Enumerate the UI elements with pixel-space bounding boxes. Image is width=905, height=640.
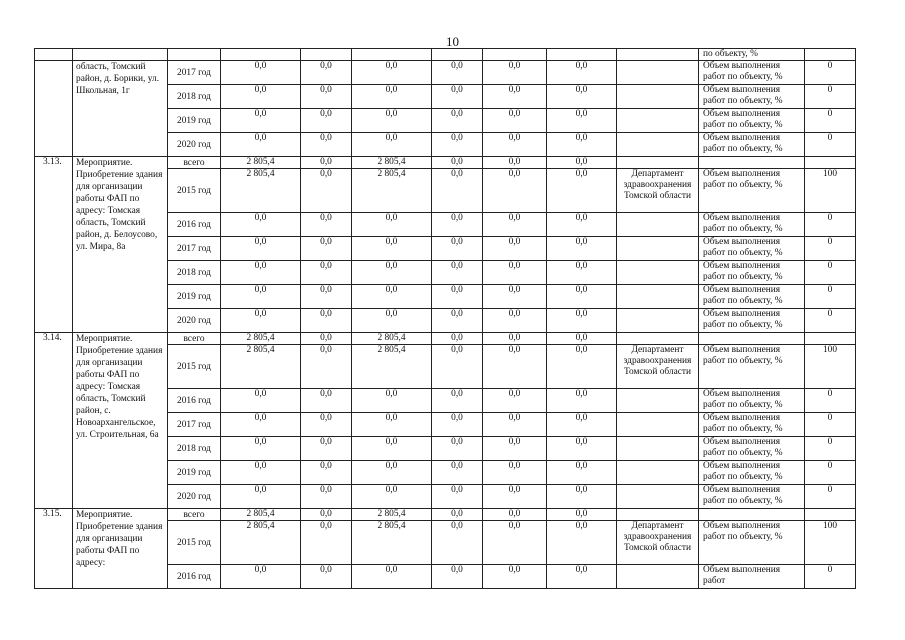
row-year: 2018 год — [168, 437, 221, 461]
value-cell: 0,0 — [547, 261, 617, 285]
row-year: 2020 год — [168, 485, 221, 509]
value-cell: 2 805,4 — [221, 521, 301, 565]
row-indicator-value — [805, 49, 856, 61]
row-department — [617, 413, 699, 437]
value-cell: 0,0 — [352, 309, 432, 333]
row-indicator-value: 0 — [805, 85, 856, 109]
row-department — [617, 213, 699, 237]
row-department — [617, 309, 699, 333]
row-year: 2015 год — [168, 521, 221, 565]
row-index: 3.13. — [35, 157, 73, 333]
row-indicator: Объем выполнения работ по объекту, % — [699, 461, 805, 485]
value-cell: 0,0 — [301, 389, 352, 413]
value-cell: 0,0 — [301, 565, 352, 589]
row-indicator-value — [805, 157, 856, 169]
value-cell: 0,0 — [221, 133, 301, 157]
row-year: 2020 год — [168, 309, 221, 333]
row-indicator — [699, 157, 805, 169]
row-year: 2015 год — [168, 169, 221, 213]
value-cell: 0,0 — [547, 345, 617, 389]
row-indicator-value: 0 — [805, 61, 856, 85]
row-indicator — [699, 333, 805, 345]
row-department — [617, 565, 699, 589]
value-cell: 0,0 — [301, 309, 352, 333]
row-indicator: Объем выполнения работ — [699, 565, 805, 589]
value-cell: 0,0 — [301, 169, 352, 213]
value-cell: 0,0 — [547, 109, 617, 133]
value-cell: 0,0 — [483, 237, 547, 261]
value-cell: 0,0 — [547, 485, 617, 509]
value-cell: 2 805,4 — [352, 157, 432, 169]
value-cell: 0,0 — [301, 437, 352, 461]
value-cell: 0,0 — [483, 309, 547, 333]
value-cell: 0,0 — [432, 413, 483, 437]
value-cell: 0,0 — [432, 157, 483, 169]
row-department — [617, 333, 699, 345]
row-indicator: Объем выполнения работ по объекту, % — [699, 485, 805, 509]
value-cell: 0,0 — [432, 61, 483, 85]
row-index: 3.15. — [35, 509, 73, 589]
value-cell: 0,0 — [221, 413, 301, 437]
row-year: 2016 год — [168, 213, 221, 237]
value-cell: 0,0 — [352, 213, 432, 237]
value-cell: 0,0 — [483, 461, 547, 485]
value-cell: 2 805,4 — [352, 345, 432, 389]
row-department: Департамент здравоохранения Томской области — [617, 521, 699, 565]
value-cell: 0,0 — [432, 285, 483, 309]
value-cell: 0,0 — [432, 237, 483, 261]
row-indicator: Объем выполнения работ по объекту, % — [699, 309, 805, 333]
value-cell: 0,0 — [352, 237, 432, 261]
value-cell: 0,0 — [352, 389, 432, 413]
row-indicator: Объем выполнения работ по объекту, % — [699, 61, 805, 85]
value-cell: 0,0 — [301, 237, 352, 261]
table-row — [35, 61, 856, 85]
value-cell: 0,0 — [352, 413, 432, 437]
value-cell: 0,0 — [547, 85, 617, 109]
value-cell — [352, 49, 432, 61]
row-indicator-value — [805, 509, 856, 521]
row-indicator: Объем выполнения работ по объекту, % — [699, 413, 805, 437]
row-indicator: Объем выполнения работ по объекту, % — [699, 133, 805, 157]
row-description — [73, 49, 168, 61]
row-description: область, Томский район, д. Борики, ул. Школьная, 1г — [73, 61, 168, 157]
row-description: Мероприятие. Приобретение здания для организации работы ФАП по адресу: Томская область, Томский район, д. Белоусово, ул. Мира, 8а — [73, 157, 168, 333]
program-table — [34, 48, 856, 589]
row-year: 2019 год — [168, 461, 221, 485]
row-year: 2018 год — [168, 85, 221, 109]
value-cell: 0,0 — [483, 565, 547, 589]
value-cell: 0,0 — [547, 309, 617, 333]
value-cell: 0,0 — [352, 485, 432, 509]
row-indicator: Объем выполнения работ по объекту, % — [699, 109, 805, 133]
row-indicator-value: 0 — [805, 237, 856, 261]
value-cell: 0,0 — [301, 133, 352, 157]
row-indicator-value: 0 — [805, 565, 856, 589]
value-cell: 0,0 — [301, 109, 352, 133]
value-cell: 0,0 — [432, 485, 483, 509]
value-cell: 0,0 — [547, 133, 617, 157]
row-year: всего — [168, 333, 221, 345]
value-cell: 0,0 — [483, 109, 547, 133]
value-cell: 0,0 — [221, 237, 301, 261]
row-indicator-value: 0 — [805, 285, 856, 309]
value-cell: 0,0 — [301, 85, 352, 109]
value-cell: 0,0 — [221, 61, 301, 85]
value-cell: 0,0 — [432, 169, 483, 213]
row-department — [617, 109, 699, 133]
row-indicator: Объем выполнения работ по объекту, % — [699, 437, 805, 461]
value-cell: 0,0 — [432, 461, 483, 485]
value-cell: 0,0 — [432, 309, 483, 333]
row-year: 2017 год — [168, 237, 221, 261]
value-cell: 0,0 — [547, 157, 617, 169]
value-cell: 0,0 — [352, 461, 432, 485]
value-cell: 2 805,4 — [352, 333, 432, 345]
row-indicator-value: 0 — [805, 261, 856, 285]
row-department: Департамент здравоохранения Томской области — [617, 345, 699, 389]
value-cell: 0,0 — [301, 509, 352, 521]
value-cell: 2 805,4 — [352, 521, 432, 565]
value-cell: 0,0 — [432, 213, 483, 237]
value-cell: 0,0 — [432, 345, 483, 389]
row-year: 2019 год — [168, 285, 221, 309]
value-cell: 0,0 — [221, 309, 301, 333]
value-cell: 0,0 — [301, 485, 352, 509]
value-cell: 0,0 — [547, 389, 617, 413]
value-cell: 0,0 — [221, 285, 301, 309]
value-cell: 0,0 — [301, 285, 352, 309]
row-year: 2016 год — [168, 565, 221, 589]
value-cell: 0,0 — [483, 389, 547, 413]
value-cell: 0,0 — [547, 565, 617, 589]
value-cell: 0,0 — [432, 437, 483, 461]
value-cell: 0,0 — [432, 509, 483, 521]
value-cell: 0,0 — [301, 413, 352, 437]
value-cell: 0,0 — [483, 437, 547, 461]
value-cell: 0,0 — [352, 437, 432, 461]
row-indicator-value — [805, 333, 856, 345]
value-cell: 0,0 — [432, 521, 483, 565]
value-cell: 0,0 — [547, 237, 617, 261]
row-indicator — [699, 509, 805, 521]
value-cell: 0,0 — [221, 389, 301, 413]
row-indicator-value: 100 — [805, 345, 856, 389]
row-department — [617, 157, 699, 169]
value-cell — [547, 49, 617, 61]
table-row — [35, 509, 856, 521]
page-number: 10 — [446, 34, 459, 49]
row-index — [35, 49, 73, 61]
value-cell: 0,0 — [483, 485, 547, 509]
row-department — [617, 237, 699, 261]
value-cell: 0,0 — [483, 169, 547, 213]
value-cell: 0,0 — [483, 261, 547, 285]
value-cell: 0,0 — [352, 61, 432, 85]
value-cell: 0,0 — [483, 133, 547, 157]
row-indicator-value: 0 — [805, 389, 856, 413]
row-index — [35, 61, 73, 157]
row-indicator-value: 0 — [805, 485, 856, 509]
row-year: 2018 год — [168, 261, 221, 285]
value-cell: 0,0 — [483, 285, 547, 309]
value-cell: 2 805,4 — [221, 333, 301, 345]
value-cell: 0,0 — [221, 461, 301, 485]
value-cell: 0,0 — [221, 485, 301, 509]
value-cell: 0,0 — [352, 285, 432, 309]
value-cell: 0,0 — [352, 261, 432, 285]
value-cell: 0,0 — [432, 133, 483, 157]
row-year: 2016 год — [168, 389, 221, 413]
table-row — [35, 333, 856, 345]
value-cell — [483, 49, 547, 61]
row-year: 2017 год — [168, 61, 221, 85]
value-cell: 0,0 — [547, 413, 617, 437]
row-year: всего — [168, 157, 221, 169]
value-cell: 0,0 — [432, 109, 483, 133]
value-cell: 0,0 — [301, 461, 352, 485]
row-department: Департамент здравоохранения Томской области — [617, 169, 699, 213]
value-cell: 0,0 — [301, 521, 352, 565]
value-cell: 0,0 — [221, 565, 301, 589]
table-row — [35, 157, 856, 169]
value-cell: 0,0 — [483, 213, 547, 237]
row-year: 2019 год — [168, 109, 221, 133]
value-cell: 2 805,4 — [352, 169, 432, 213]
value-cell: 0,0 — [547, 437, 617, 461]
row-indicator: Объем выполнения работ по объекту, % — [699, 389, 805, 413]
value-cell: 0,0 — [547, 521, 617, 565]
value-cell — [301, 49, 352, 61]
value-cell: 0,0 — [301, 261, 352, 285]
row-department — [617, 485, 699, 509]
value-cell: 0,0 — [432, 85, 483, 109]
row-year: 2015 год — [168, 345, 221, 389]
value-cell: 0,0 — [547, 213, 617, 237]
value-cell: 0,0 — [547, 61, 617, 85]
row-indicator: по объекту, % — [699, 49, 805, 61]
value-cell: 0,0 — [352, 85, 432, 109]
value-cell: 0,0 — [221, 85, 301, 109]
value-cell: 0,0 — [301, 333, 352, 345]
row-indicator: Объем выполнения работ по объекту, % — [699, 237, 805, 261]
value-cell: 2 805,4 — [221, 157, 301, 169]
value-cell: 0,0 — [221, 213, 301, 237]
value-cell: 0,0 — [483, 509, 547, 521]
value-cell: 0,0 — [432, 565, 483, 589]
value-cell: 2 805,4 — [221, 345, 301, 389]
row-indicator-value: 0 — [805, 461, 856, 485]
value-cell: 0,0 — [483, 61, 547, 85]
value-cell: 0,0 — [221, 437, 301, 461]
row-indicator: Объем выполнения работ по объекту, % — [699, 213, 805, 237]
value-cell: 0,0 — [483, 85, 547, 109]
row-department — [617, 49, 699, 61]
value-cell: 0,0 — [432, 261, 483, 285]
row-indicator: Объем выполнения работ по объекту, % — [699, 345, 805, 389]
value-cell: 0,0 — [301, 213, 352, 237]
value-cell — [168, 49, 221, 61]
value-cell: 0,0 — [483, 345, 547, 389]
row-indicator: Объем выполнения работ по объекту, % — [699, 285, 805, 309]
value-cell: 0,0 — [221, 261, 301, 285]
value-cell — [432, 49, 483, 61]
row-department — [617, 509, 699, 521]
row-department — [617, 437, 699, 461]
row-department — [617, 285, 699, 309]
row-indicator: Объем выполнения работ по объекту, % — [699, 85, 805, 109]
row-indicator-value: 0 — [805, 109, 856, 133]
row-description: Мероприятие. Приобретение здания для организации работы ФАП по адресу: Томская область, Томский район, с. Новоархангельское, ул. Строительная, 6а — [73, 333, 168, 509]
row-description: Мероприятие. Приобретение здания для организации работы ФАП по адресу: — [73, 509, 168, 589]
row-department — [617, 389, 699, 413]
row-indicator-value: 0 — [805, 437, 856, 461]
value-cell: 0,0 — [547, 169, 617, 213]
row-indicator-value: 0 — [805, 213, 856, 237]
value-cell: 0,0 — [301, 61, 352, 85]
row-department — [617, 85, 699, 109]
row-indicator: Объем выполнения работ по объекту, % — [699, 169, 805, 213]
row-index: 3.14. — [35, 333, 73, 509]
row-department — [617, 133, 699, 157]
value-cell: 0,0 — [547, 285, 617, 309]
row-department — [617, 261, 699, 285]
row-indicator-value: 0 — [805, 133, 856, 157]
table-row — [35, 49, 856, 61]
value-cell: 0,0 — [352, 565, 432, 589]
value-cell: 0,0 — [483, 157, 547, 169]
value-cell: 0,0 — [547, 461, 617, 485]
row-year: всего — [168, 509, 221, 521]
row-department — [617, 461, 699, 485]
row-indicator: Объем выполнения работ по объекту, % — [699, 521, 805, 565]
row-indicator-value: 100 — [805, 169, 856, 213]
row-indicator-value: 0 — [805, 309, 856, 333]
value-cell: 2 805,4 — [352, 509, 432, 521]
value-cell: 0,0 — [301, 345, 352, 389]
value-cell: 0,0 — [432, 333, 483, 345]
value-cell: 2 805,4 — [221, 509, 301, 521]
value-cell: 0,0 — [432, 389, 483, 413]
value-cell: 0,0 — [547, 509, 617, 521]
value-cell: 0,0 — [483, 333, 547, 345]
value-cell — [221, 49, 301, 61]
value-cell: 0,0 — [352, 109, 432, 133]
row-indicator-value: 0 — [805, 413, 856, 437]
value-cell: 0,0 — [301, 157, 352, 169]
value-cell: 0,0 — [483, 413, 547, 437]
value-cell: 2 805,4 — [221, 169, 301, 213]
value-cell: 0,0 — [221, 109, 301, 133]
value-cell: 0,0 — [547, 333, 617, 345]
row-department — [617, 61, 699, 85]
row-year: 2017 год — [168, 413, 221, 437]
value-cell: 0,0 — [352, 133, 432, 157]
row-indicator-value: 100 — [805, 521, 856, 565]
row-indicator: Объем выполнения работ по объекту, % — [699, 261, 805, 285]
row-year: 2020 год — [168, 133, 221, 157]
value-cell: 0,0 — [483, 521, 547, 565]
